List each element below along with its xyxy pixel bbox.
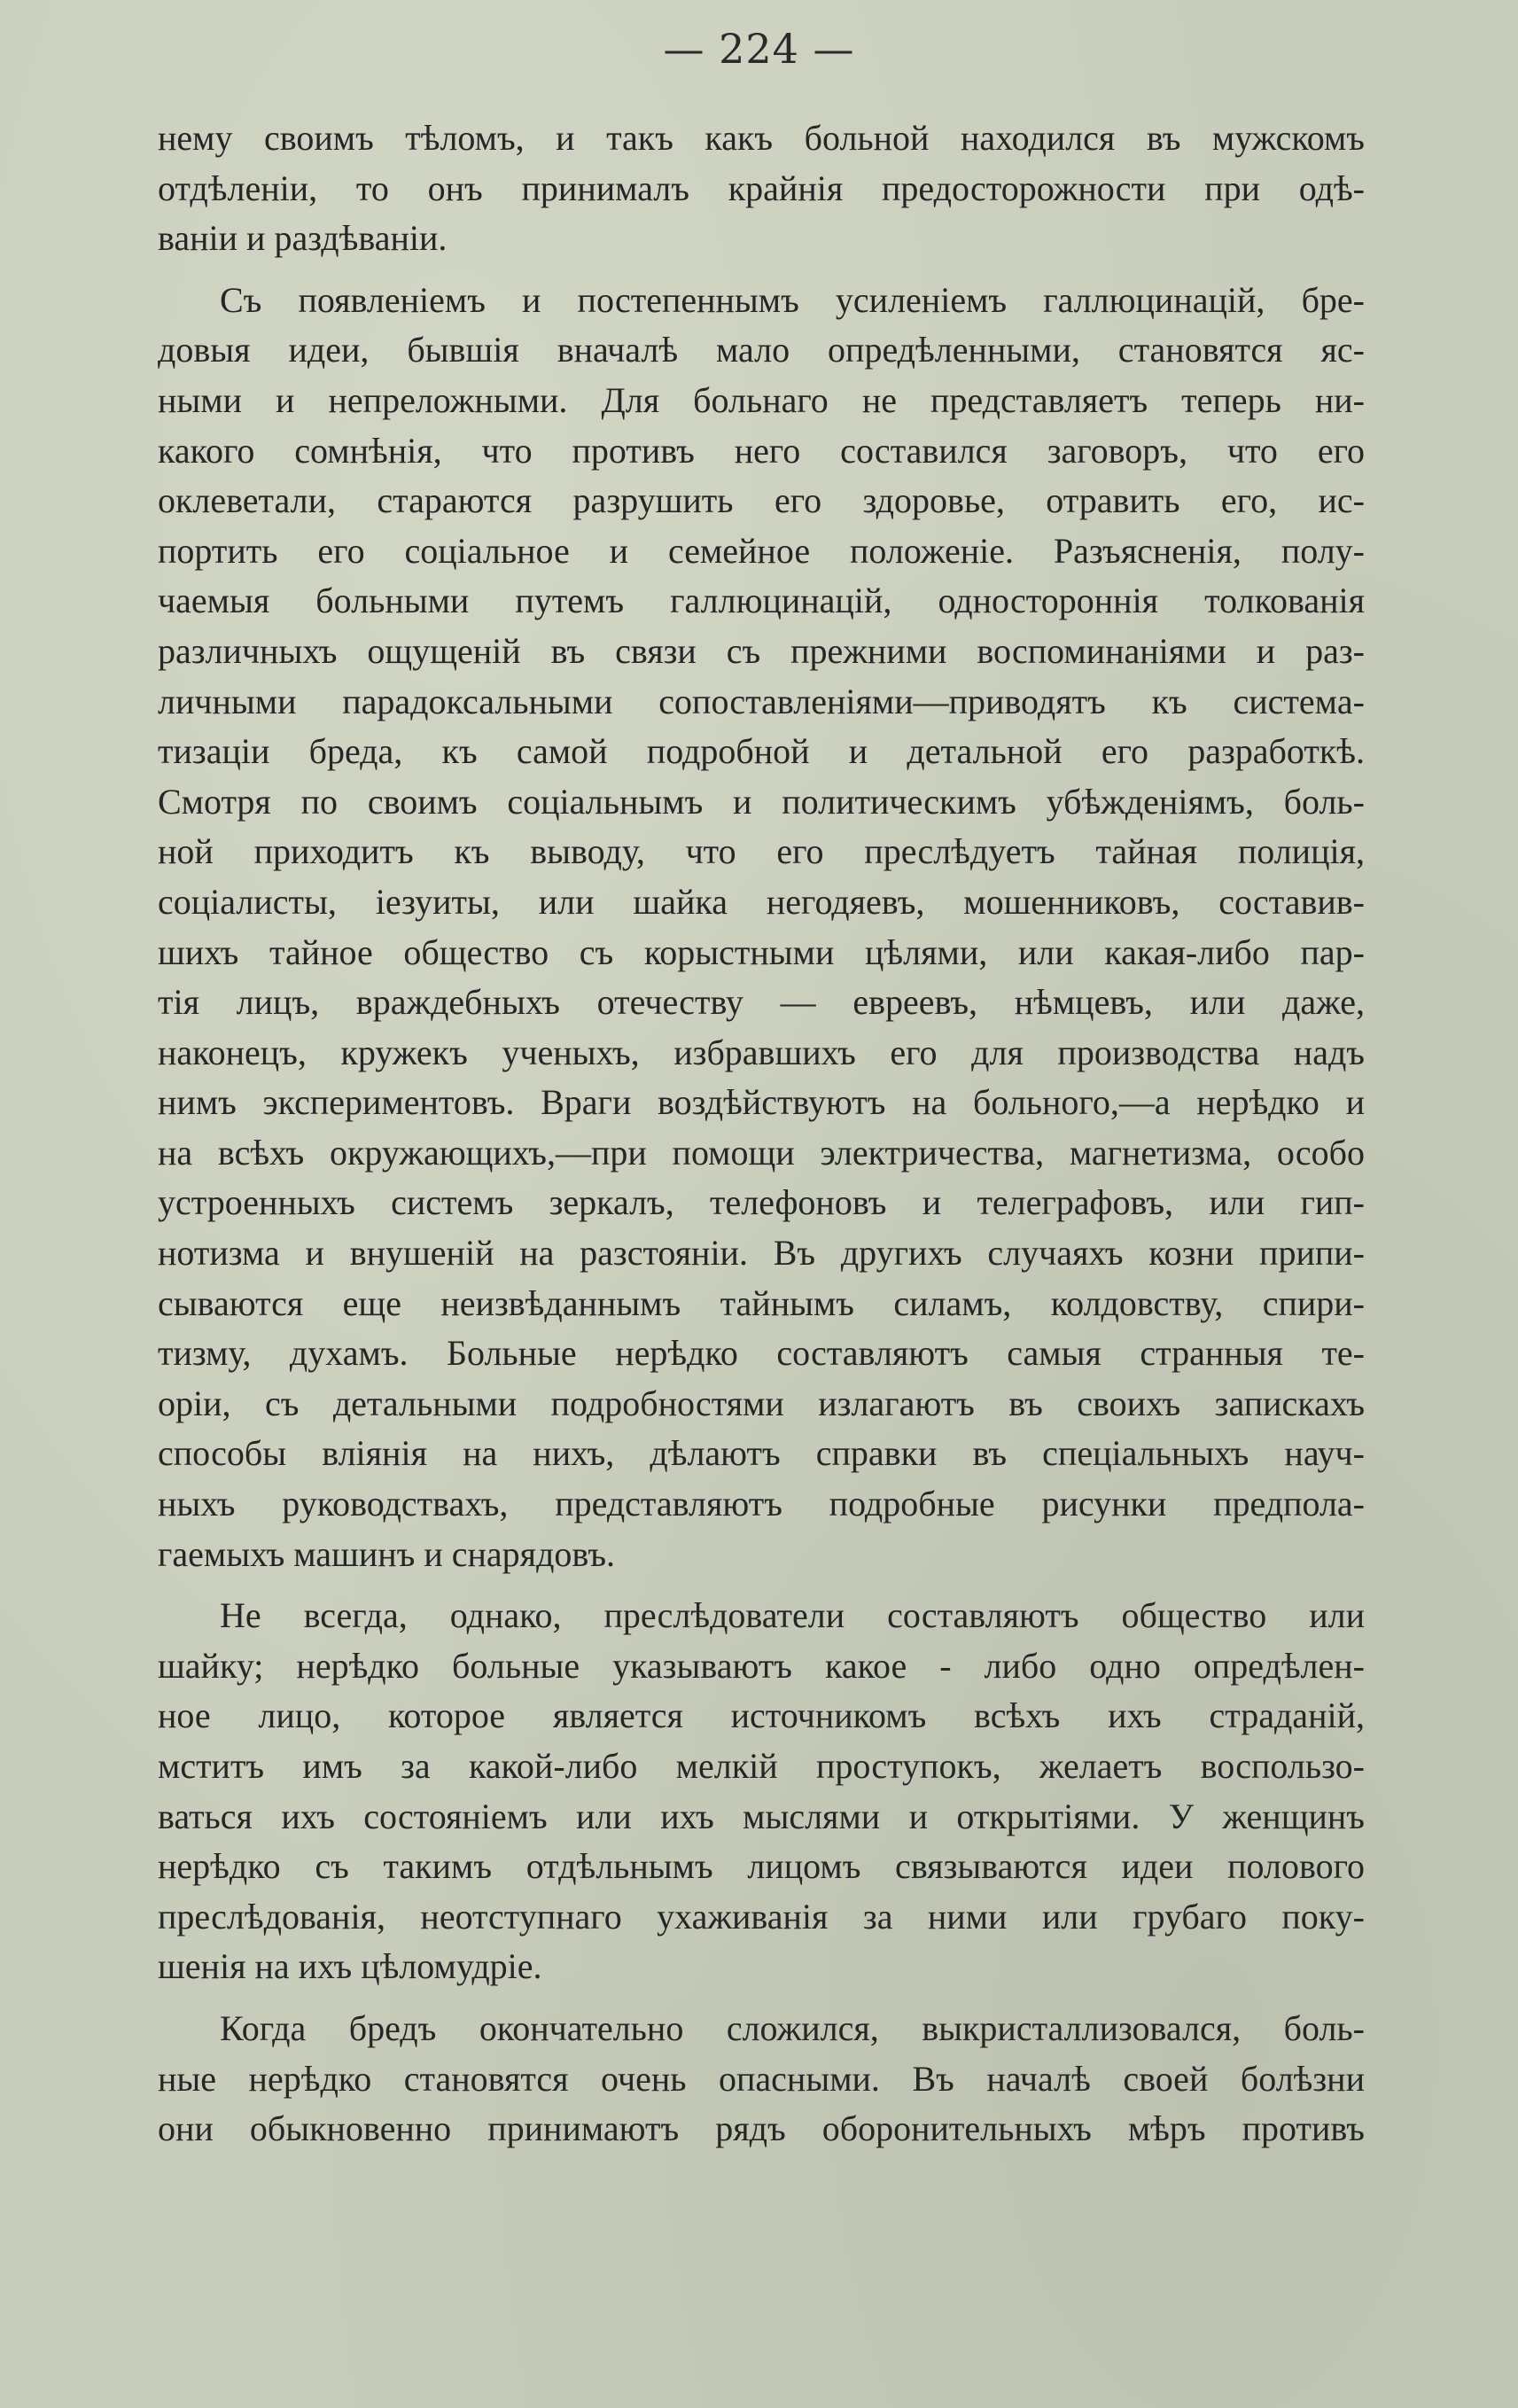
text-line: оклеветали, стараются разрушить его здоровье, отравить его, ис- (158, 480, 1365, 521)
text-line: нимъ экспериментовъ. Враги воздѣйствуютъ на больного,—а нерѣдко и (158, 1082, 1365, 1123)
paragraph-2 (158, 276, 1365, 1579)
text-line: шайку; нерѣдко больные указываютъ какое - либо одно опредѣлен- (158, 1645, 1365, 1686)
page-number: — 224 — (663, 25, 855, 73)
text-line: шенія на ихъ цѣломудріе. (158, 1946, 542, 1987)
text-line: тизаціи бреда, къ самой подробной и детальной его разработкѣ. (158, 731, 1365, 772)
paragraph-4 (158, 2004, 1365, 2155)
text-line: личными парадоксальными сопоставленіями—приводятъ къ системa- (158, 681, 1365, 721)
text-line: гаемыхъ машинъ и снарядовъ. (158, 1533, 615, 1574)
text-line: на всѣхъ окружающихъ,—при помощи электричества, магнетизма, особо (158, 1132, 1365, 1173)
text-line: ное лицо, которое является источникомъ всѣхъ ихъ страданій, (158, 1695, 1365, 1736)
text-line: нему своимъ тѣломъ, и такъ какъ больной находился въ мужскомъ (158, 118, 1365, 158)
text-line: шихъ тайное общество съ корыстными цѣлями, или какая-либо пар- (158, 931, 1365, 972)
text-line: сываются еще неизвѣданнымъ тайнымъ силамъ, колдовству, спири- (158, 1282, 1365, 1323)
text-line: оріи, съ детальными подробностями излагаютъ въ своихъ запискахъ (158, 1383, 1365, 1423)
text-line: ные нерѣдко становятся очень опасными. Въ началѣ своей болѣзни (158, 2058, 1365, 2099)
text-line: ными и непреложными. Для больнаго не представляетъ теперь ни- (158, 379, 1365, 420)
text-line: тизму, духамъ. Больные нерѣдко составляютъ самыя странныя те- (158, 1333, 1365, 1374)
text-line: тія лицъ, враждебныхъ отечеству — евреевъ, нѣмцевъ, или даже, (158, 982, 1365, 1023)
text-line: мститъ имъ за какой-либо мелкій проступокъ, желаетъ воспользо- (158, 1746, 1365, 1786)
text-line: довыя идеи, бывшія вначалѣ мало опредѣленными, становятся яс- (158, 330, 1365, 370)
text-line: нерѣдко съ такимъ отдѣльнымъ лицомъ связываются идеи полового (158, 1846, 1365, 1887)
paragraph-3 (158, 1591, 1365, 1992)
text-line: соціалисты, іезуиты, или шайка негодяевъ, мошенниковъ, составив- (158, 881, 1365, 922)
text-line: ваніи и раздѣваніи. (158, 218, 448, 259)
text-line: Съ появленіемъ и постепеннымъ усиленіемъ галлюцинацій, бре- (220, 279, 1365, 320)
text-line: преслѣдованія, неотступнаго ухаживанія за ними или грубаго поку- (158, 1896, 1365, 1937)
text-line: Смотря по своимъ соціальнымъ и политическимъ убѣжденіямъ, боль- (158, 781, 1365, 822)
text-line: Когда бредъ окончательно сложился, выкристаллизовался, боль- (220, 2007, 1365, 2048)
text-line: ваться ихъ состояніемъ или ихъ мыслями и открытіями. У женщинъ (158, 1796, 1365, 1836)
text-line: отдѣленіи, то онъ принималъ крайнія предосторожности при одѣ- (158, 168, 1365, 208)
text-line: Не всегда, однако, преслѣдователи составляютъ общество или (220, 1595, 1365, 1636)
paragraph-1 (158, 113, 1365, 264)
body-text (158, 113, 1365, 2155)
text-line: различныхъ ощущеній въ связи съ прежними воспоминаніями и раз- (158, 630, 1365, 671)
text-line: какого сомнѣнія, что противъ него составился заговоръ, что его (158, 430, 1365, 471)
text-line: портить его соціальное и семейное положеніе. Разъясненія, полу- (158, 530, 1365, 571)
text-line: чаемыя больными путемъ галлюцинацій, одностороннія толкованія (158, 581, 1365, 621)
text-line: ной приходитъ къ выводу, что его преслѣдуетъ тайная полиція, (158, 831, 1365, 872)
text-line: наконецъ, кружекъ ученыхъ, избравшихъ его для производства надъ (158, 1032, 1365, 1072)
text-line: устроенныхъ системъ зеркалъ, телефоновъ и телеграфовъ, или гип- (158, 1182, 1365, 1223)
text-line: способы вліянія на нихъ, дѣлаютъ справки въ спеціальныхъ науч- (158, 1433, 1365, 1474)
text-line: ныхъ руководствахъ, представляютъ подробные рисунки предпола- (158, 1484, 1365, 1524)
text-line: нотизма и внушеній на разстояніи. Въ другихъ случаяхъ козни припи- (158, 1233, 1365, 1274)
text-line: они обыкновенно принимаютъ рядъ оборонительныхъ мѣръ противъ (158, 2108, 1365, 2149)
